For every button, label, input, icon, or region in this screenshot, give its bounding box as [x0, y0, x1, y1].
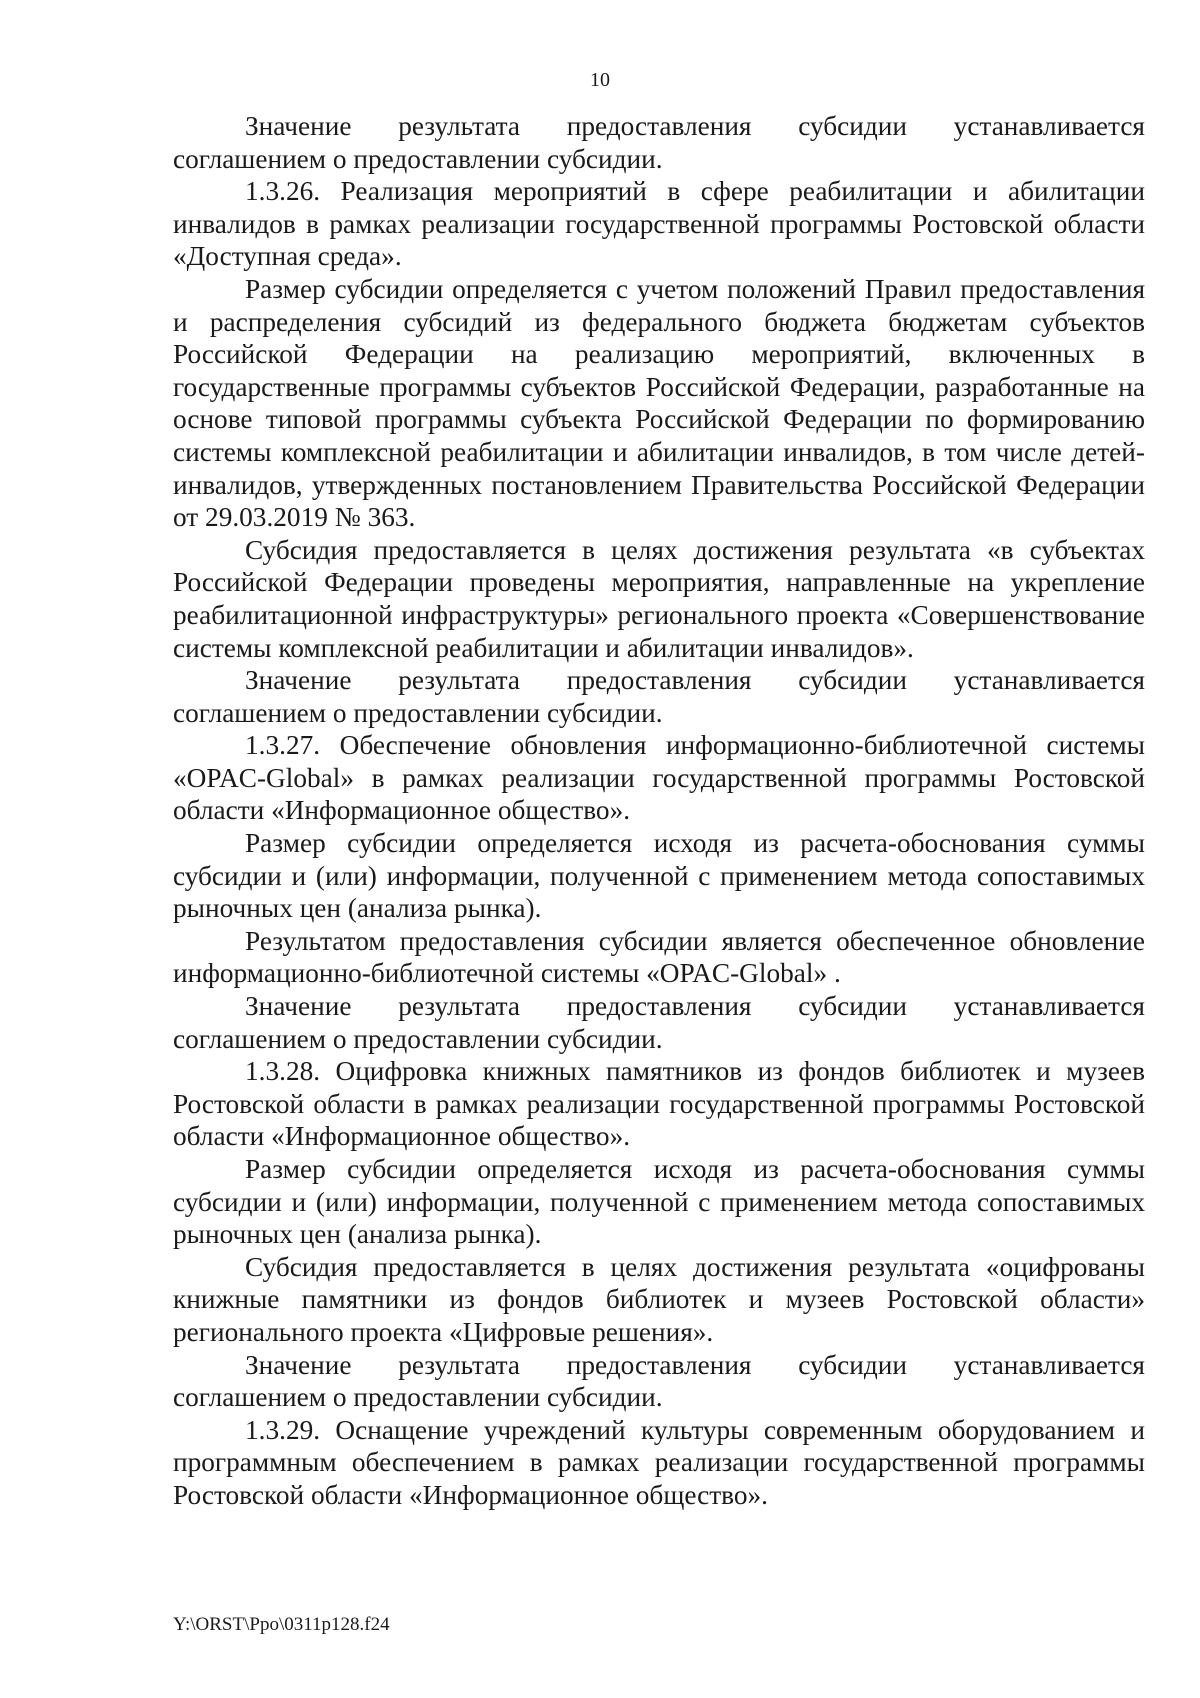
paragraph-subsidy-goal-rehabilitation: Субсидия предоставляется в целях достижения результата «в субъектах Российской Федерации проведены мероприятия, направленные на укрепление реабилитационной инфраструктуры» регионального проекта «Совершенствование системы комплексной реабилитации и абилитации инвалидов». — [173, 534, 1145, 663]
paragraph-1-3-26-heading: 1.3.26. Реализация мероприятий в сфере реабилитации и абилитации инвалидов в рамках реализации государственной программы Ростовской области «Доступная среда». — [173, 176, 1145, 272]
paragraph-result-value-2: Значение результата предоставления субсидии устанавливается соглашением о предоставлении субсидии. — [173, 665, 1145, 728]
paragraph-1-3-28-heading: 1.3.28. Оцифровка книжных памятников из фондов библиотек и музеев Ростовской области в рамках реализации государственной программы Ростовской области «Информационное общество». — [173, 1056, 1145, 1152]
page-number: 10 — [590, 69, 610, 91]
paragraph-1-3-29-heading: 1.3.29. Оснащение учреждений культуры современным оборудованием и программным обеспечением в рамках реализации государственной программы Ростовской области «Информационное общество». — [173, 1414, 1145, 1510]
paragraph-subsidy-result-opac: Результатом предоставления субсидии является обеспеченное обновление информационно-библиотечной системы «OPAC-Global» . — [173, 925, 1145, 989]
paragraph-subsidy-size-calculation-1: Размер субсидии определяется исходя из расчета-обоснования суммы субсидии и (или) информации, полученной с применением метода сопоставимых рыночных цен (анализа рынка). — [173, 828, 1145, 924]
document-body — [173, 110, 1145, 1512]
paragraph-subsidy-goal-digitization: Субсидия предоставляется в целях достижения результата «оцифрованы книжные памятники из фондов библиотек и музеев Ростовской области» регионального проекта «Цифровые решения». — [173, 1251, 1145, 1347]
footer-file-path: Y:\ORST\Ppo\0311p128.f24 — [173, 1614, 390, 1635]
paragraph-subsidy-size-calculation-2: Размер субсидии определяется исходя из расчета-обоснования суммы субсидии и (или) информации, полученной с применением метода сопоставимых рыночных цен (анализа рынка). — [173, 1154, 1145, 1250]
paragraph-result-value-4: Значение результата предоставления субсидии устанавливается соглашением о предоставлении субсидии. — [173, 1349, 1145, 1413]
paragraph-subsidy-size-rules: Размер субсидии определяется с учетом положений Правил предоставления и распределения субсидий из федерального бюджета бюджетам субъектов Российской Федерации на реализацию мероприятий, включенных в государственные программы субъектов Российской Федерации, разработанные на основе типовой программы субъекта Российской Федерации по формированию системы комплексной реабилитации и абилитации инвалидов, в том числе детей-инвалидов, утвержденных постановлением Правительства Российской Федерации от 29.03.2019 № 363. — [173, 273, 1145, 533]
paragraph-result-value-3: Значение результата предоставления субсидии устанавливается соглашением о предоставлении субсидии. — [173, 991, 1145, 1054]
paragraph-result-value-1: Значение результата предоставления субсидии устанавливается соглашением о предоставлении субсидии. — [173, 111, 1145, 174]
paragraph-1-3-27-heading: 1.3.27. Обеспечение обновления информационно-библиотечной системы «OPAC-Global» в рамках реализации государственной программы Ростовской области «Информационное общество». — [173, 730, 1145, 826]
